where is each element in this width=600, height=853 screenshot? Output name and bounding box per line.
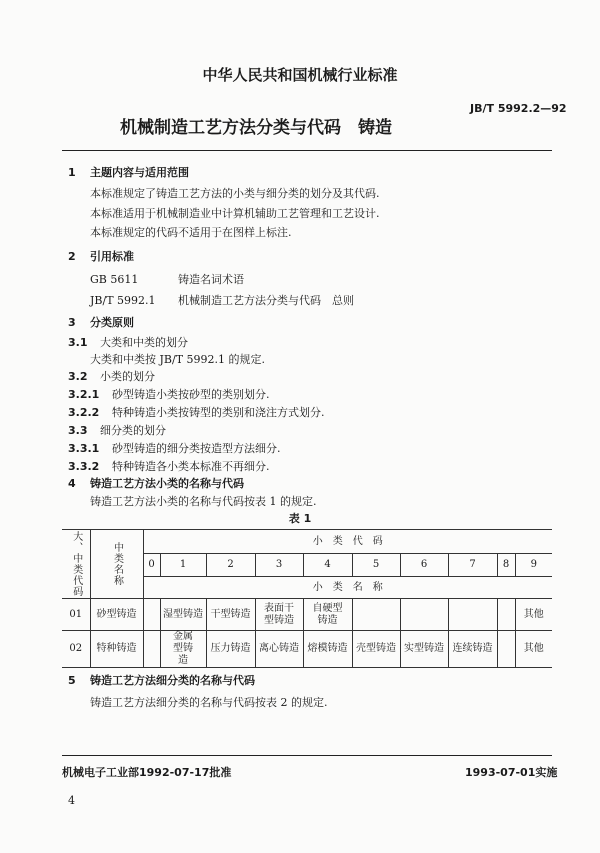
clause-number: 3.3.1 (68, 442, 100, 455)
section-1-title: 主题内容与适用范围 (90, 166, 189, 179)
paragraph: 本标准规定了铸造工艺方法的小类与细分类的划分及其代码. (90, 187, 380, 200)
clause-text: 细分类的划分 (100, 424, 166, 437)
header-name-label: 中类名称 (111, 542, 123, 586)
code-cell: 7 (448, 554, 497, 577)
section-2-number: 2 (68, 250, 76, 263)
cell (143, 599, 160, 631)
code-cell: 0 (143, 554, 160, 577)
issuing-body: 中华人民共和国机械行业标准 (202, 66, 398, 84)
effective-date: 1993-07-01实施 (465, 766, 558, 779)
header-code-label: 大、中类代码 (70, 531, 82, 597)
code-cell: 9 (515, 554, 552, 577)
code-cell: 6 (400, 554, 448, 577)
cell (400, 599, 448, 631)
section-5-title: 铸造工艺方法细分类的名称与代码 (90, 674, 255, 687)
clause-number: 3.2.1 (68, 388, 100, 401)
cell: 压力铸造 (206, 631, 255, 668)
paragraph: 本标准规定的代码不适用于在图样上标注. (90, 226, 292, 239)
cell: 离心铸造 (255, 631, 303, 668)
document-title: 机械制造工艺方法分类与代码 铸造 (120, 118, 392, 138)
code-cell: 5 (352, 554, 400, 577)
section-3-title: 分类原则 (90, 316, 134, 329)
cell: 其他 (515, 599, 552, 631)
row-name: 砂型铸造 (90, 599, 143, 631)
footer-rule (62, 755, 552, 756)
table-row (62, 599, 552, 631)
header-cell (90, 530, 143, 599)
cell: 连续铸造 (448, 631, 497, 668)
header-cell (62, 530, 90, 599)
section-1-number: 1 (68, 166, 76, 179)
cell (497, 599, 515, 631)
header-rule (62, 150, 552, 151)
clause-text: 特种铸造小类按铸型的类别和浇注方式划分. (112, 406, 325, 419)
cell: 实型铸造 (400, 631, 448, 668)
row-code: 02 (62, 631, 90, 668)
clause-text: 砂型铸造小类按砂型的类别划分. (112, 388, 270, 401)
cell (497, 631, 515, 668)
approval-date: 机械电子工业部1992-07-17批准 (62, 766, 232, 779)
clause-number: 3.3 (68, 424, 88, 437)
cell: 自硬型铸造 (303, 599, 352, 631)
table-caption: 表 1 (288, 512, 312, 525)
cell: 表面干型铸造 (255, 599, 303, 631)
header-sub-code: 小 类 代 码 (143, 530, 552, 554)
code-cell: 4 (303, 554, 352, 577)
section-4-number: 4 (68, 477, 76, 490)
section-3-number: 3 (68, 316, 76, 329)
clause-number: 3.2.2 (68, 406, 100, 419)
code-cell: 1 (160, 554, 206, 577)
cell (143, 631, 160, 668)
cell: 壳型铸造 (352, 631, 400, 668)
standard-code: JB/T 5992.2—92 (470, 102, 567, 115)
clause-text: 小类的划分 (100, 370, 155, 383)
clause-number: 3.2 (68, 370, 88, 383)
cell: 金属型铸造 (160, 631, 206, 668)
clause-text: 砂型铸造的细分类按造型方法细分. (112, 442, 281, 455)
cell (448, 599, 497, 631)
header-sub-name: 小 类 名 称 (143, 577, 552, 599)
reference-code: JB/T 5992.1 (90, 294, 156, 307)
classification-table (62, 529, 552, 668)
cell (352, 599, 400, 631)
row-code: 01 (62, 599, 90, 631)
section-4-title: 铸造工艺方法小类的名称与代码 (90, 477, 244, 490)
reference-code: GB 5611 (90, 273, 139, 286)
clause-number: 3.1 (68, 336, 88, 349)
clause-number: 3.3.2 (68, 460, 100, 473)
code-cell: 8 (497, 554, 515, 577)
clause-text: 大类和中类的划分 (100, 336, 188, 349)
paragraph: 本标准适用于机械制造业中计算机辅助工艺管理和工艺设计. (90, 207, 380, 220)
section-5-number: 5 (68, 674, 76, 687)
cell: 湿型铸造 (160, 599, 206, 631)
page-number: 4 (68, 794, 75, 807)
row-name: 特种铸造 (90, 631, 143, 668)
cell: 干型铸造 (206, 599, 255, 631)
paragraph: 铸造工艺方法细分类的名称与代码按表 2 的规定. (90, 696, 328, 709)
table-row (62, 631, 552, 668)
paragraph: 铸造工艺方法小类的名称与代码按表 1 的规定. (90, 495, 317, 508)
cell: 其他 (515, 631, 552, 668)
section-2-title: 引用标准 (90, 250, 134, 263)
code-cell: 3 (255, 554, 303, 577)
clause-text: 大类和中类按 JB/T 5992.1 的规定. (90, 353, 266, 366)
reference-name: 铸造名词术语 (178, 273, 244, 286)
cell: 熔模铸造 (303, 631, 352, 668)
clause-text: 特种铸造各小类本标准不再细分. (112, 460, 270, 473)
reference-name: 机械制造工艺方法分类与代码 总则 (178, 294, 354, 307)
table-header-row (62, 530, 552, 554)
code-cell: 2 (206, 554, 255, 577)
